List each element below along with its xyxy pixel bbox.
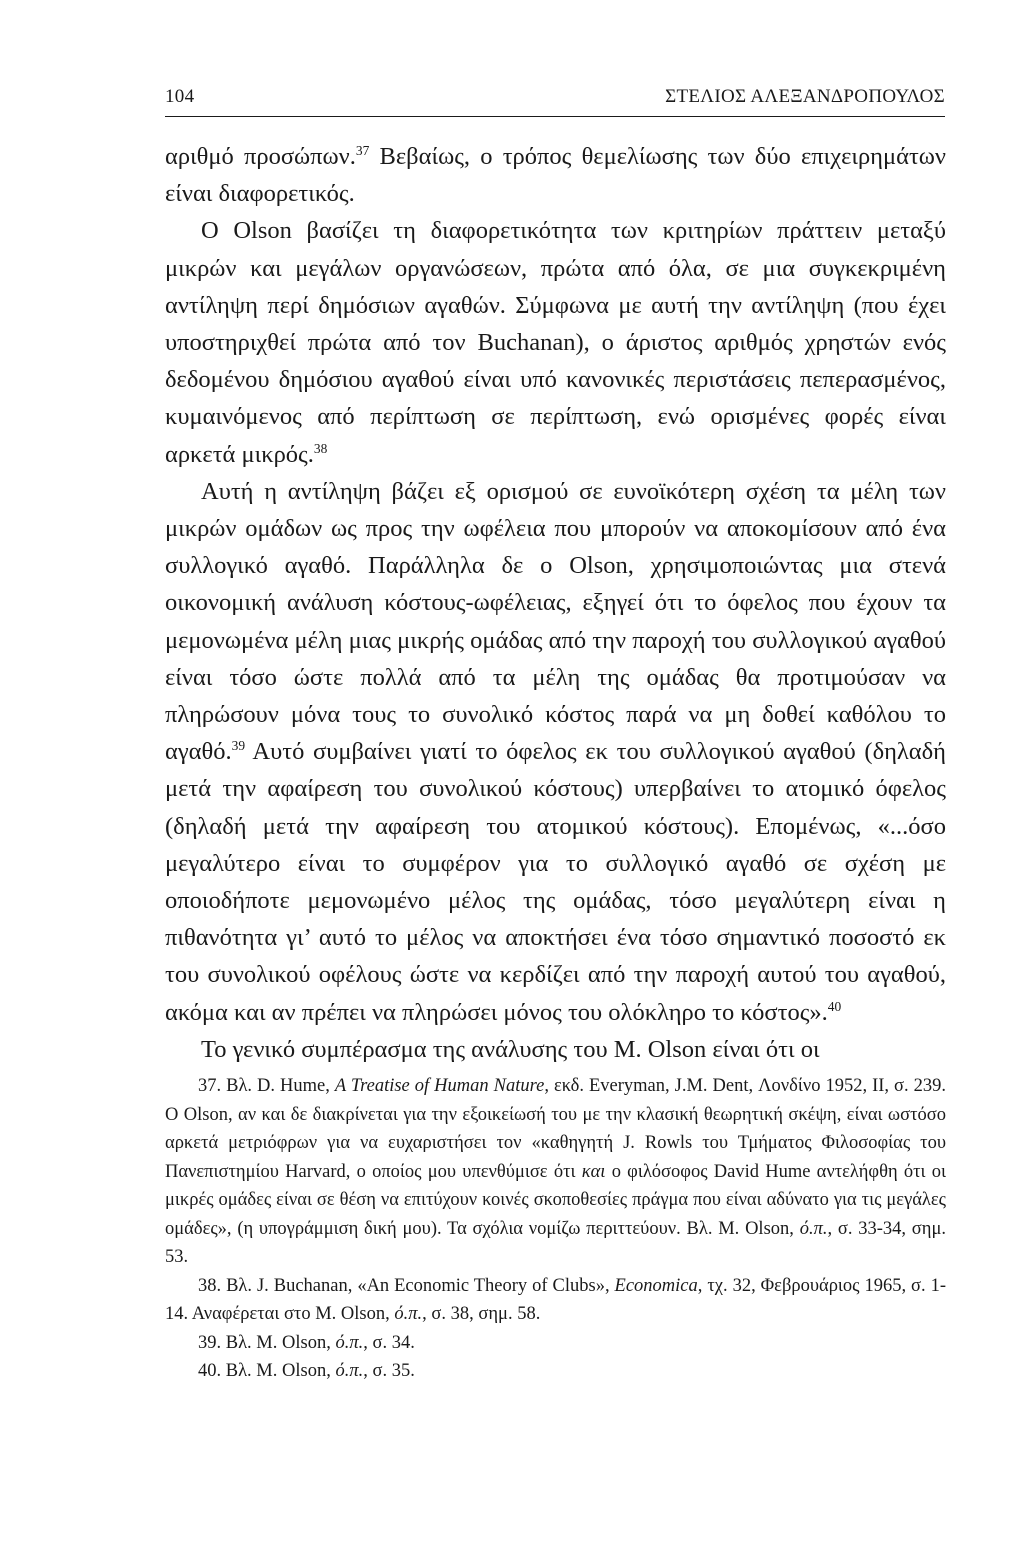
paragraph	[165, 1031, 946, 1068]
footnote	[165, 1329, 946, 1358]
text-run: 40. Βλ. Μ. Olson,	[198, 1361, 336, 1381]
italic-text: A Treatise of Human Nature	[334, 1076, 545, 1096]
paragraph	[165, 212, 946, 472]
text-run: , σ. 33-34, σημ. 53.	[165, 1218, 946, 1267]
italic-text: και	[581, 1161, 606, 1182]
text-run: 37. Βλ. D. Hume,	[198, 1076, 335, 1096]
text-run: Αυτό συμβαίνει γιατί το όφελος εκ του συλλογικού αγαθού (δηλαδή μετά την αφαίρεση του συνολικού κόστους) υπερβαίνει το ατομικό όφελος (δηλαδή μετά την αφαίρεση του ατομικού κόστους). Επομένως, «...όσο μεγαλύτερο είναι το συμφέρον για το συλλογικό αγαθό σε σχέση με οποιοδήποτε μεμονωμένο μέλος της ομάδας, τόσο μεγαλύτερη είναι η πιθανότητα γι’ αυτό το μέλος να αποκτήσει ένα τόσο σημαντικό ποσοστό εκ του συνολικού οφέλους ώστε να κερδίζει από την παροχή αυτού του αγαθού, ακόμα και αν πρέπει να πληρώσει μόνος του ολόκληρο το κόστος».	[165, 738, 946, 1026]
footnote	[165, 1357, 946, 1386]
text-run: , τχ. 32, Φεβρουάριος 1965, σ. 1-14. Αναφέρεται στο Μ. Olson,	[165, 1275, 946, 1324]
text-run: , εκδ. Everyman, J.M. Dent, Λονδίνο 1952, II, σ. 239. Ο Olson, αν και δε διακρίνεται για την εξοικείωσή του με την κλασική θεωρητική σκέψη, είναι ωστόσο αρκετά μετριόφρων για να ευχαριστήσει τον «καθηγητή J. Rowls του Τμήματος Φιλοσοφίας του Πανεπιστημίου Harvard, ο οποίος μου υπενθύμισε ότι	[165, 1076, 946, 1182]
text-run: , σ. 38, σημ. 58.	[422, 1304, 541, 1324]
footnote	[165, 1272, 946, 1329]
paragraph	[165, 473, 946, 1031]
text-run: αριθμό προσώπων.	[165, 143, 356, 170]
italic-text: ό.π.	[394, 1304, 423, 1324]
text-run: Αυτή η αντίληψη βάζει εξ ορισμού σε ευνοϊκότερη σχέση τα μέλη των μικρών ομάδων ως προς την ωφέλεια που μπορούν να αποκομίσουν από ένα συλλογικό αγαθό. Παράλληλα δε ο Olson, χρησιμοποιώντας μια στενά οικονομική ανάλυση κόστους-ωφέλειας, εξηγεί ότι το όφελος που έχουν τα μεμονωμένα μέλη μιας μικρής ομάδας από την παροχή του συλλογικού αγαθού είναι τόσο ώστε πολλά από τα μέλη της ομάδας θα προτιμούσαν να πληρώσουν μόνα τους το συνολικό κόστος παρά να μη δοθεί καθόλου το αγαθό.	[165, 477, 946, 766]
footnote-reference: 39	[231, 738, 246, 754]
text-run: Το γενικό συμπέρασμα της ανάλυσης του Μ. Olson είναι ότι οι	[201, 1035, 820, 1063]
italic-text: Economica	[614, 1275, 698, 1296]
italic-text: ό.π.	[335, 1361, 364, 1381]
running-title: ΣΤΕΛΙΟΣ ΑΛΕΞΑΝΔΡΟΠΟΥΛΟΣ	[665, 86, 945, 107]
main-text	[165, 138, 946, 1068]
italic-text: ό.π.	[799, 1218, 828, 1239]
running-header	[165, 86, 945, 117]
paragraph	[165, 138, 946, 212]
italic-text: ό.π.	[335, 1332, 364, 1353]
text-run: , σ. 34.	[363, 1332, 415, 1353]
text-run: Βεβαίως, ο τρόπος θεμελίωσης των δύο επιχειρημάτων είναι διαφορετικός.	[165, 143, 947, 208]
footnote-reference: 38	[313, 440, 328, 456]
text-run: Ο Olson βασίζει τη διαφορετικότητα των κριτηρίων πράττειν μεταξύ μικρών και μεγάλων οργανώσεων, πρώτα από όλα, σε μια συγκεκριμένη αντίληψη περί δημόσιων αγαθών. Σύμφωνα με αυτή την αντίληψη (που έχει υποστηριχθεί πρώτα από τον Buchanan), ο άριστος αριθμός χρηστών ενός δεδομένου δημόσιου αγαθού είναι υπό κανονικές περιστάσεις πεπερασμένος, κυμαινόμενος από περίπτωση σε περίπτωση, ενώ ορισμένες φορές είναι αρκετά μικρός.	[165, 217, 946, 468]
footnotes	[165, 1072, 946, 1386]
text-run: 38. Βλ. J. Buchanan, «An Economic Theory of Clubs»,	[198, 1275, 615, 1296]
text-run: 39. Βλ. Μ. Olson,	[198, 1332, 336, 1353]
footnote-reference: 37	[355, 142, 370, 158]
footnote-reference: 40	[827, 998, 842, 1014]
page-number: 104	[165, 86, 195, 107]
footnote	[165, 1072, 946, 1272]
text-run: ο φιλόσοφος David Hume αντελήφθη ότι οι μικρές ομάδες είναι σε θέση να επιτύχουν κοινές σκοποθεσίες πράγμα που είναι αδύνατο για τις μεγάλες ομάδες», (η υπογράμμιση δική μου). Τα σχόλια νομίζω περιττεύουν. Βλ. Μ. Olson,	[165, 1161, 946, 1239]
text-run: , σ. 35.	[363, 1361, 415, 1381]
